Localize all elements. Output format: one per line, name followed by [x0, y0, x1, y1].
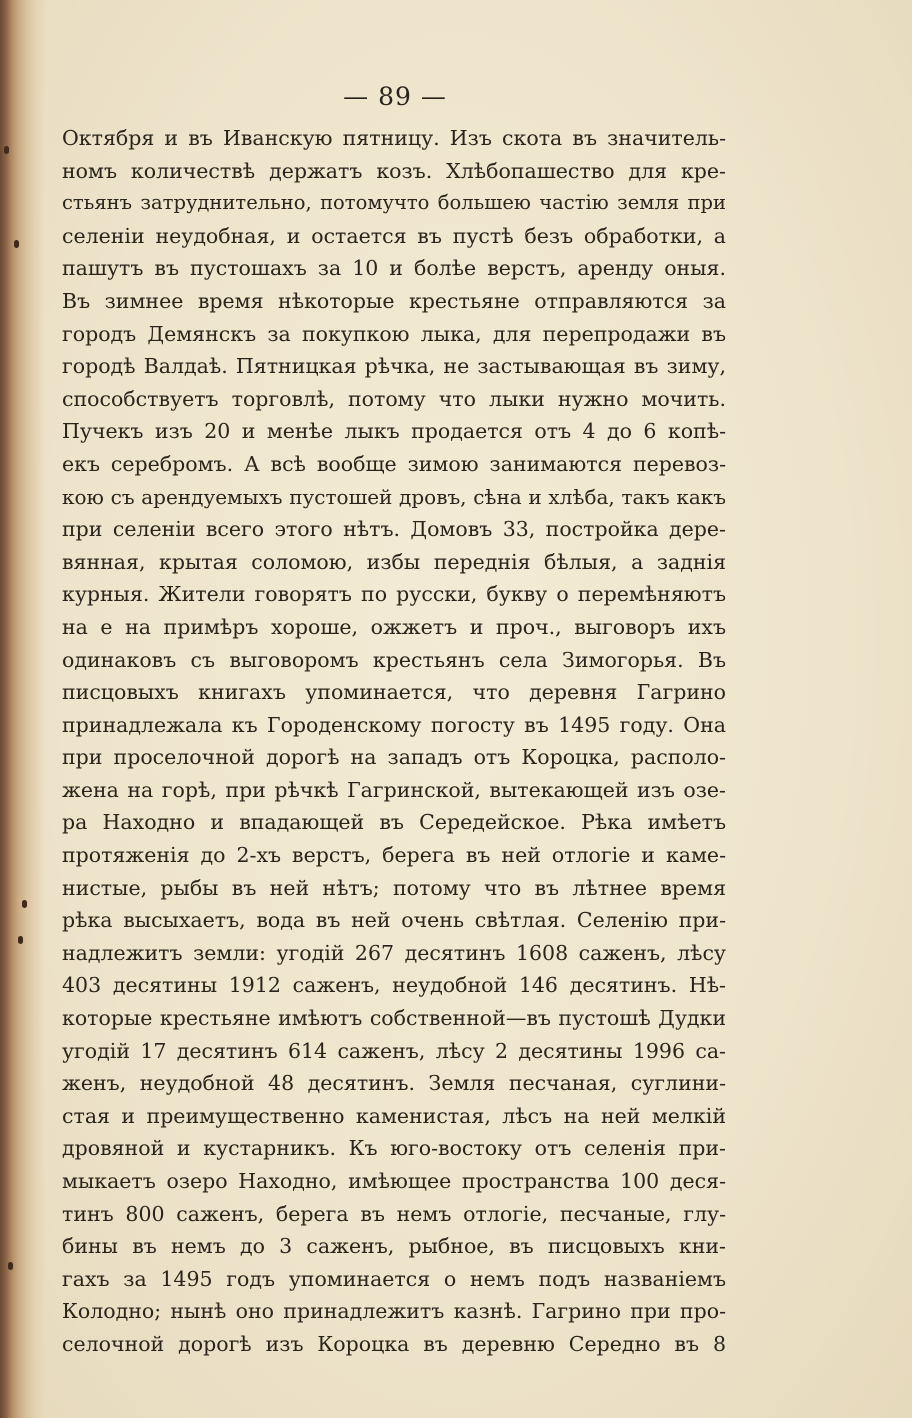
- binding-speck: [4, 146, 9, 154]
- text-line: способствуетъ торговлѣ, потому что лыки нужно мочить.: [62, 386, 726, 411]
- text-line: бины въ немъ до 3 саженъ, рыбное, въ писцовыхъ кни-: [62, 1234, 726, 1259]
- text-line: при проселочной дорогѣ на западъ отъ Короцка, располо-: [62, 745, 726, 770]
- page-binding-edge: [0, 0, 46, 1418]
- body-text: [62, 122, 726, 1361]
- text-line: Октября и въ Иванскую пятницу. Изъ скота въ значитель-: [62, 126, 726, 150]
- text-line: мыкаетъ озеро Находно, имѣющее пространства 100 деся-: [62, 1169, 726, 1193]
- binding-speck: [22, 900, 27, 908]
- text-line: рѣка высыхаетъ, вода въ ней очень свѣтлая. Селенію при-: [62, 908, 726, 933]
- text-line: екъ серебромъ. А всѣ вообще зимою занимаются перевоз-: [62, 451, 726, 476]
- binding-speck: [14, 240, 19, 248]
- text-line: городѣ Валдаѣ. Пятницкая рѣчка, не застывающая въ зиму,: [62, 354, 726, 379]
- text-line: на е на примѣръ хороше, ожжетъ и проч., выговоръ ихъ: [62, 614, 726, 639]
- text-line: 403 десятины 1912 саженъ, неудобной 146 десятинъ. Нѣ-: [62, 973, 726, 998]
- text-line: Колодно; нынѣ оно принадлежитъ казнѣ. Гагрино при про-: [62, 1299, 726, 1324]
- text-line: стьянъ затруднительно, потомучто большею частію земля при: [62, 191, 726, 215]
- text-line: Пучекъ изъ 20 и менѣе лыкъ продается отъ 4 до 6 копѣ-: [62, 419, 726, 444]
- text-line: женъ, неудобной 48 десятинъ. Земля песчаная, суглини-: [62, 1071, 726, 1096]
- text-line: городъ Демянскъ за покупкою лыка, для перепродажи въ: [62, 321, 726, 346]
- text-line: протяженія до 2-хъ верстъ, берега въ ней отлогіе и каме-: [62, 843, 726, 868]
- page-number: — 89 —: [343, 82, 447, 111]
- text-line: нистые, рыбы въ ней нѣтъ; потому что въ лѣтнее время: [62, 875, 726, 900]
- text-line: кою съ арендуемыхъ пустошей дровъ, сѣна и хлѣба, такъ какъ: [62, 484, 726, 509]
- text-line: курныя. Жители говорятъ по русски, букву о перемѣняютъ: [62, 582, 726, 607]
- text-line: писцовыхъ книгахъ упоминается, что деревня Гагрино: [62, 680, 726, 705]
- text-line: номъ количествѣ держатъ козъ. Хлѣбопашество для кре-: [62, 158, 726, 183]
- binding-speck: [18, 936, 23, 944]
- text-line: при селеніи всего этого нѣтъ. Домовъ 33, постройка дере-: [62, 517, 726, 542]
- text-line: ра Находно и впадающей въ Середейское. Рѣка имѣетъ: [62, 810, 726, 835]
- text-line: гахъ за 1495 годъ упоминается о немъ подъ названіемъ: [62, 1266, 726, 1291]
- text-line: принадлежала къ Городенскому погосту въ 1495 году. Она: [62, 712, 726, 737]
- text-line: одинаковъ съ выговоромъ крестьянъ села Зимогорья. Въ: [62, 647, 726, 672]
- text-line: селочной дорогѣ изъ Короцка въ деревню Середно въ 8: [62, 1331, 726, 1356]
- text-line: дровяной и кустарникъ. Къ юго-востоку отъ селенія при-: [62, 1136, 726, 1161]
- text-line: надлежитъ земли: угодій 267 десятинъ 1608 саженъ, лѣсу: [62, 940, 726, 965]
- text-line: тинъ 800 саженъ, берега въ немъ отлогіе, песчаные, глу-: [62, 1201, 726, 1226]
- text-line: жена на горѣ, при рѣчкѣ Гагринской, вытекающей изъ озе-: [62, 777, 726, 802]
- text-line: угодій 17 десятинъ 614 саженъ, лѣсу 2 десятины 1996 са-: [62, 1038, 726, 1063]
- binding-speck: [8, 1262, 13, 1270]
- text-line: которые крестьяне имѣютъ собственной—въ пустошѣ Дудки: [62, 1006, 726, 1031]
- text-line: селеніи неудобная, и остается въ пустѣ безъ обработки, а: [62, 223, 726, 248]
- text-line: Въ зимнее время нѣкоторые крестьяне отправляются за: [62, 288, 726, 313]
- text-line: пашутъ въ пустошахъ за 10 и болѣе верстъ, аренду оныя.: [62, 256, 726, 281]
- text-line: вянная, крытая соломою, избы переднія бѣлыя, а заднія: [62, 549, 726, 574]
- text-line: стая и преимущественно каменистая, лѣсъ на ней мелкій: [62, 1103, 726, 1128]
